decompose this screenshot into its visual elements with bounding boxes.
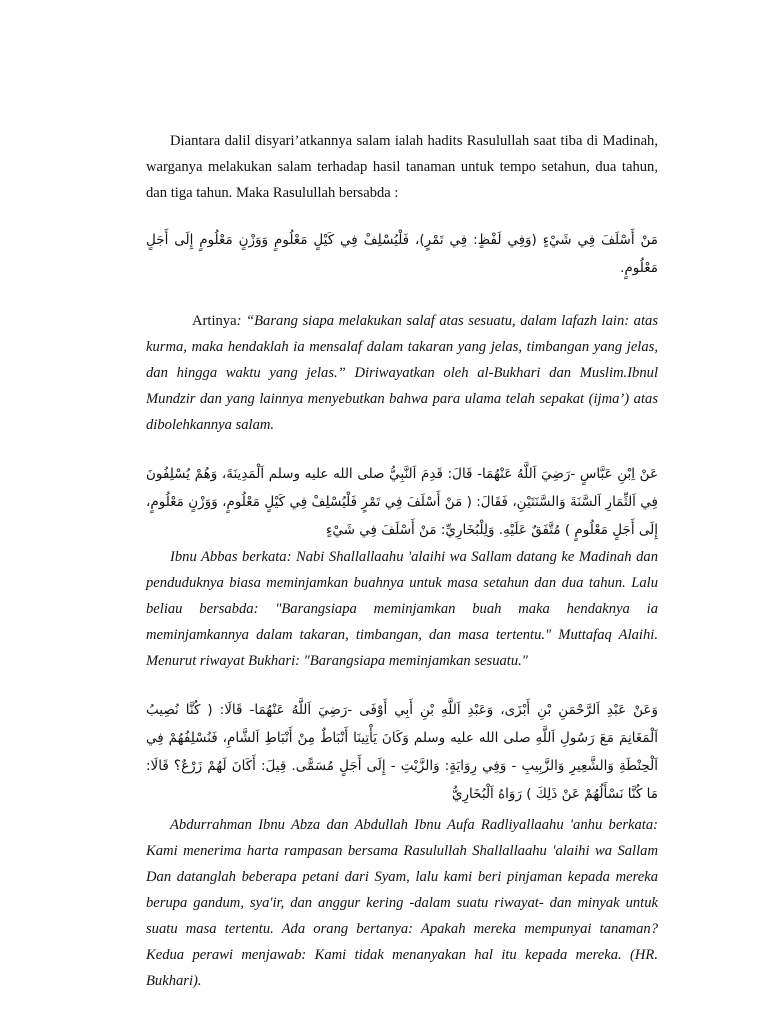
artinya-paragraph [146, 308, 658, 438]
spacer [146, 438, 658, 460]
arabic-hadith-abdurrahman: وَعَنْ عَبْدِ اَلرَّحْمَنِ بْنِ أَبْزَى، وَعَبْدِ اَللَّهِ بْنِ أَبِي أَوْفَى -رَضِيَ اَللَّهُ عَنْهُمَا- قَالَا: ( كُنَّا نُصِيبُ اَلْمَغَانِمَ مَعَ رَسُولِ اَللَّهِ صلى الله عليه وسلم وَكَانَ يَأْتِينَا أَنْبَاطٌ مِنْ أَنْبَاطِ اَلشَّامِ، فَنُسْلِفُهُمْ فِي اَلْحِنْطَةِ وَالشَّعِيرِ وَالزَّبِيبِ - وَفِي رِوَايَةٍ: وَالزَّيْتِ - إِلَى أَجَلٍ مُسَمًّى. قِيلَ: أَكَانَ لَهُمْ زَرْعٌ؟ قَالَا: مَا كُنَّا نَسْأَلُهُمْ عَنْ ذَلِكَ ) رَوَاهُ اَلْبُخَارِيُّ [146, 702, 658, 802]
intro-paragraph: Diantara dalil disyari’atkannya salam ialah hadits Rasulullah saat tiba di Madinah, warganya melakukan salam terhadap hasil tanaman untuk tempo setahun, dua tahun, dan tiga tahun. Maka Rasulullah bersabda : [146, 133, 658, 201]
ibnu-abbas-translation: Ibnu Abbas berkata: Nabi Shallallaahu 'alaihi wa Sallam datang ke Madinah dan penduduknya biasa meminjamkan buahnya untuk masa setahun dan dua tahun. Lalu beliau bersabda: "Barangsiapa meminjamkan buah maka hendaknya ia meminjamkannya dalam takaran, timbangan, dan masa tertentu." Muttafaq Alaihi. Menurut riwayat Bukhari: "Barangsiapa meminjamkan sesuatu." [146, 549, 658, 669]
artinya-translation: : “Barang siapa melakukan salaf atas sesuatu, dalam lafazh lain: atas kurma, maka hendaklah ia mensalaf dalam takaran yang jelas, timbangan yang jelas, dan hingga waktu yang jelas.” Diriwayatkan oleh al-Bukhari dan Muslim.Ibnul Mundzir dan yang lainnya menyebutkan bahwa para ulama telah sepakat (ijma’) atas dibolehkannya salam. [146, 313, 658, 433]
spacer [146, 206, 658, 226]
spacer [146, 282, 658, 308]
document-page [146, 128, 658, 994]
abdurrahman-translation: Abdurrahman Ibnu Abza dan Abdullah Ibnu Aufa Radliyallaahu 'anhu berkata: Kami menerima harta rampasan bersama Rasulullah Shallallaahu 'alaihi wa Sallam Dan datanglah beberapa petani dari Syam, lalu kami beri pinjaman kepada mereka berupa gandum, sya'ir, dan anggur kering -dalam suatu riwayat- dan minyak untuk suatu masa tertentu. Ada orang bertanya: Apakah mereka mempunyai tanaman? Kedua perawi menjawab: Kami tidak menanyakan hal itu kepada mereka. (HR. Bukhari). [146, 817, 658, 989]
arabic-hadith-ibnu-abbas: عَنْ اِبْنِ عَبَّاسٍ -رَضِيَ اَللَّهُ عَنْهُمَا- قَالَ: قَدِمَ اَلنَّبِيُّ صلى الله عليه وسلم اَلْمَدِينَةَ، وَهُمْ يُسْلِفُونَ فِي اَلثِّمَارِ اَلسَّنَةَ وَالسَّنَتَيْنِ، فَقَالَ: ( مَنْ أَسْلَفَ فِي تَمْرٍ فَلْيُسْلِفْ فِي كَيْلٍ مَعْلُومٍ، وَوَزْنٍ مَعْلُومٍ، إِلَى أَجَلٍ مَعْلُومٍ ) مُتَّفَقٌ عَلَيْهِ. وَلِلْبُخَارِيِّ: مَنْ أَسْلَفَ فِي شَيْءٍ [146, 466, 658, 538]
arabic-hadith-salaf: مَنْ أَسْلَفَ فِي شَيْءٍ (وَفِي لَفْظٍ: فِي تَمْرٍ)، فَلْيُسْلِفْ فِي كَيْلٍ مَعْلُومٍ وَوَزْنٍ مَعْلُومٍ إِلَى أَجَلٍ مَعْلُومٍ. [146, 232, 658, 276]
artinya-label: Artinya [192, 313, 237, 329]
spacer [146, 674, 658, 696]
